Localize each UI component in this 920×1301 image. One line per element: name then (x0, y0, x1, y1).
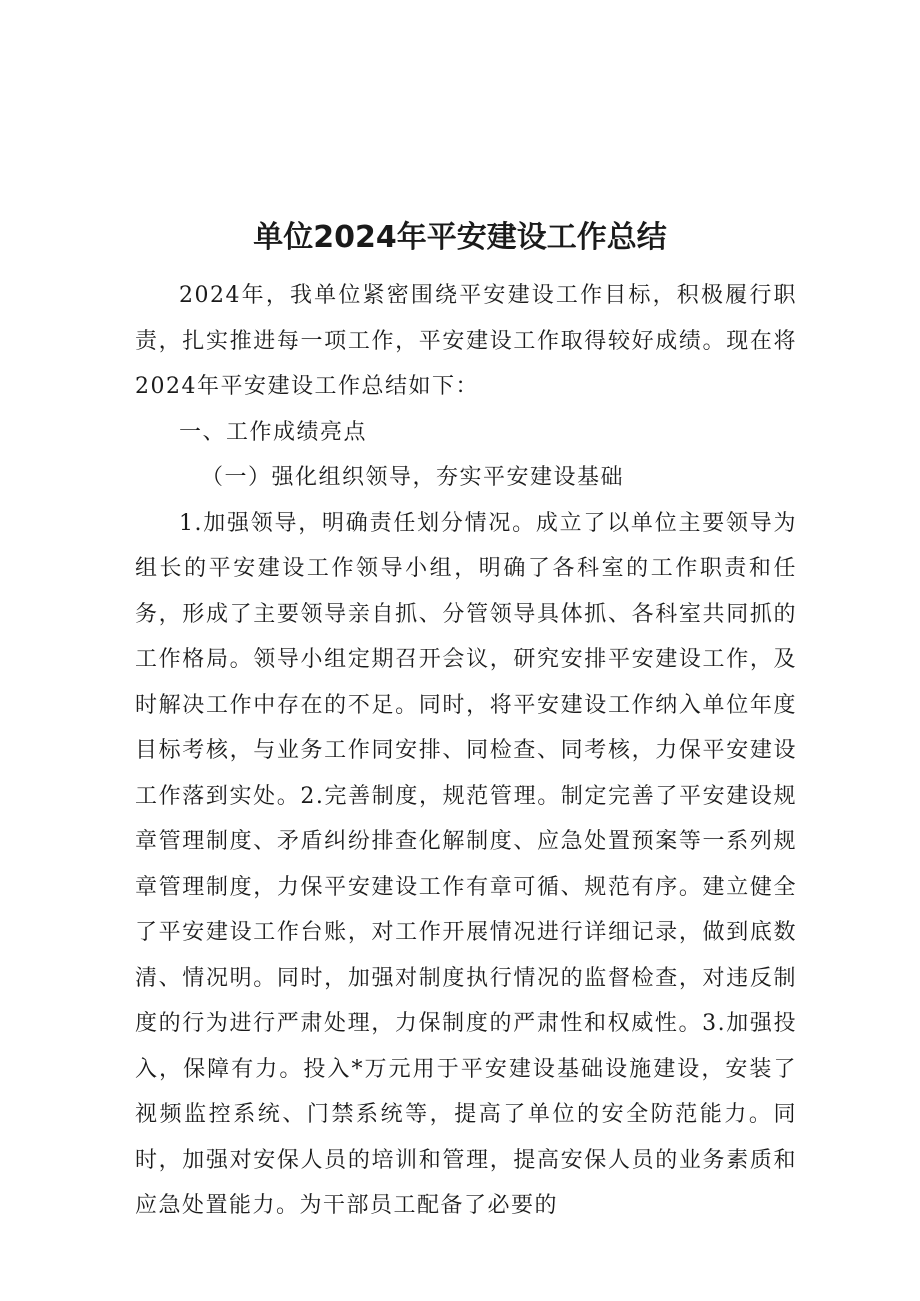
document-title: 单位2024年平安建设工作总结 (253, 220, 667, 255)
intro-paragraph: 2024年，我单位紧密围绕平安建设工作目标，积极履行职责，扎实推进每一项工作，平安建设工作取得较好成绩。现在将2024年平安建设工作总结如下： (135, 283, 797, 399)
body-paragraph: 1.加强领导，明确责任划分情况。成立了以单位主要领导为组长的平安建设工作领导小组，明确了各科室的工作职责和任务，形成了主要领导亲自抓、分管领导具体抓、各科室共同抓的工作格局。领导小组定期召开会议，研究安排平安建设工作，及时解决工作中存在的不足。同时，将平安建设工作纳入单位年度目标考核，与业务工作同安排、同检查、同考核，力保平安建设工作落到实处。2.完善制度，规范管理。制定完善了平安建设规章管理制度、矛盾纠纷排查化解制度、应急处置预案等一系列规章管理制度，力保平安建设工作有章可循、规范有序。建立健全了平安建设工作台账，对工作开展情况进行详细记录，做到底数清、情况明。同时，加强对制度执行情况的监督检查，对违反制度的行为进行严肃处理，力保制度的严肃性和权威性。3.加强投入，保障有力。投入*万元用于平安建设基础设施建设，安装了视频监控系统、门禁系统等，提高了单位的安全防范能力。同时，加强对安保人员的培训和管理，提高安保人员的业务素质和应急处置能力。为干部员工配备了必要的 (135, 510, 797, 1218)
section-heading: 一、工作成绩亮点 (179, 419, 368, 445)
subsection-heading: （一）强化组织领导，夯实平安建设基础 (201, 465, 625, 490)
document-body (135, 273, 797, 1229)
